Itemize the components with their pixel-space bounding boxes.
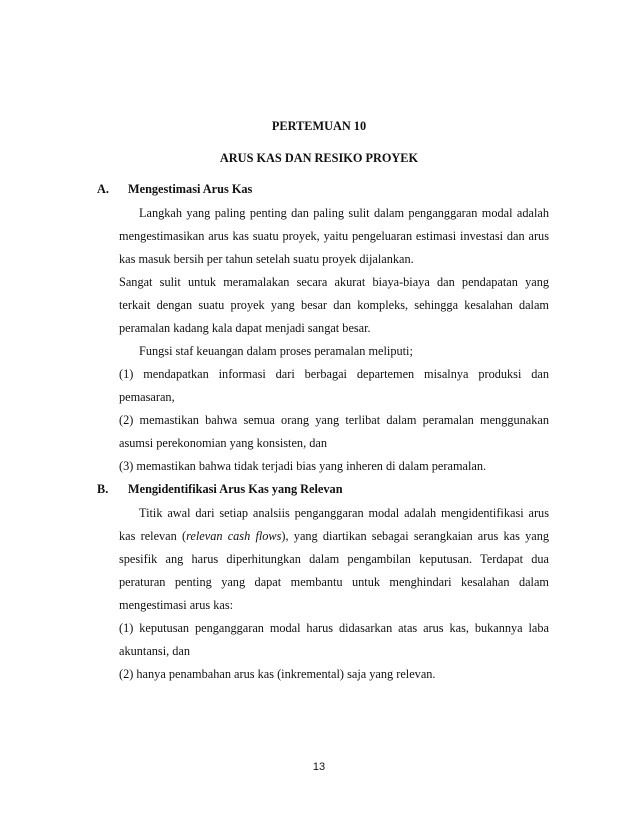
paragraph-line: Fungsi staf keuangan dalam proses peramalan meliputi; [139, 344, 413, 358]
list-item-line: asumsi perekonomian yang konsisten, dan [119, 436, 327, 450]
paragraph-line: mengestimasi arus kas: [119, 598, 234, 612]
paragraph-line: peramalan kadang kala dapat menjadi sangat besar. [119, 321, 371, 335]
text-run: kas relevan ( [119, 529, 187, 543]
section-a-title: Mengestimasi Arus Kas [128, 182, 253, 196]
list-item-line: akuntansi, dan [119, 644, 191, 658]
list-item-line: pemasaran, [119, 390, 175, 404]
section-a-label: A. [97, 182, 109, 196]
list-item-line: (2) memastikan bahwa semua orang yang terlibat dalam peramalan menggunakan [119, 413, 549, 427]
italic-term: relevan cash flows [186, 529, 282, 543]
section-b-title: Mengidentifikasi Arus Kas yang Relevan [128, 482, 343, 496]
paragraph-line: Sangat sulit untuk meramalakan secara akurat biaya-biaya dan pendapatan yang [119, 275, 549, 289]
list-item-line: (2) hanya penambahan arus kas (inkremental) saja yang relevan. [119, 667, 436, 681]
section-b-label: B. [97, 482, 109, 496]
paragraph-line [119, 528, 549, 544]
text-run: ), yang diartikan sebagai serangkaian arus kas yang [281, 529, 549, 543]
list-item-line: (1) keputusan penganggaran modal harus didasarkan atas arus kas, bukannya laba [119, 621, 549, 635]
page-number: 13 [312, 761, 326, 773]
paragraph-line: kas masuk bersih per tahun setelah suatu proyek dijalankan. [119, 252, 414, 266]
paragraph-line: peraturan penting yang dapat membantu untuk menghindari kesalahan dalam [119, 575, 549, 589]
paragraph-line: Titik awal dari setiap analsiis penganggaran modal adalah mengidentifikasi arus [139, 506, 549, 520]
paragraph-line: spesifik ang harus diperhitungkan dalam pengambilan keputusan. Terdapat dua [119, 552, 549, 566]
paragraph-line: terkait dengan suatu proyek yang besar dan kompleks, sehingga kesalahan dalam [119, 298, 549, 312]
list-item-line: (1) mendapatkan informasi dari berbagai departemen misalnya produksi dan [119, 367, 549, 381]
paragraph-line: mengestimasikan arus kas suatu proyek, yaitu pengeluaran estimasi investasi dan arus [119, 229, 549, 243]
chapter-title: ARUS KAS DAN RESIKO PROYEK [219, 151, 419, 165]
meeting-title: PERTEMUAN 10 [271, 119, 367, 133]
paragraph-line: Langkah yang paling penting dan paling sulit dalam penganggaran modal adalah [139, 206, 549, 220]
list-item-line: (3) memastikan bahwa tidak terjadi bias yang inheren di dalam peramalan. [119, 459, 487, 473]
